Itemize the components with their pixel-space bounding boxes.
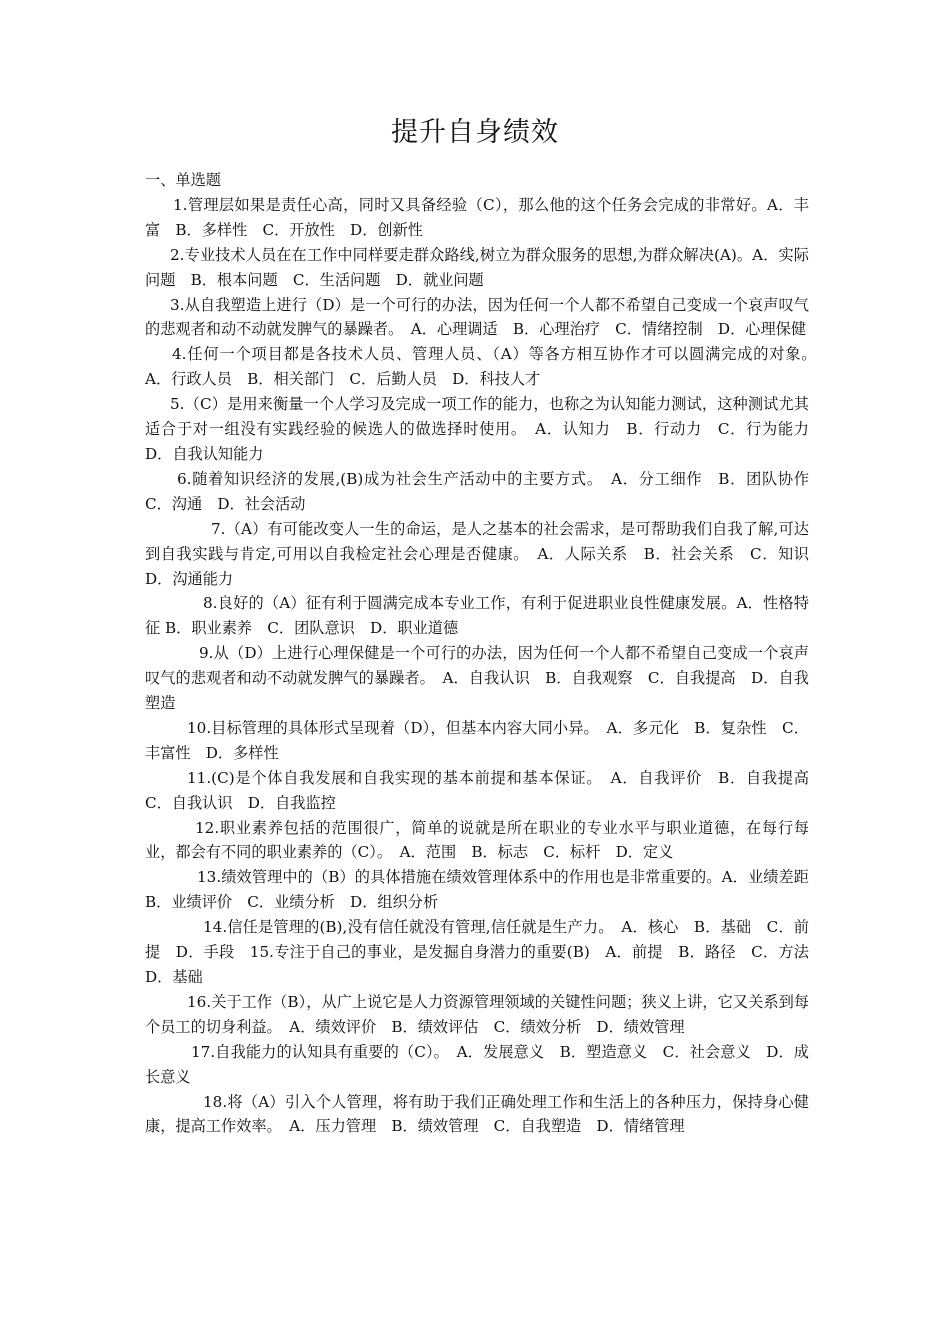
question-2: 2.专业技术人员在在工作中同样要走群众路线,树立为群众服务的思想,为群众解决(A)。A．实际问题 B．根本问题 C．生活问题 D．就业问题 [145, 245, 809, 289]
question-14-15: 14.信任是管理的(B),没有信任就没有管理,信任就是生产力。 A．核心 B．基础 C．前提 D．手段 15.专注于自己的事业，是发掘自身潜力的重要(B) A．前提 B．路径 C．方法 D．基础 [145, 918, 825, 986]
document-title: 提升自身绩效 [391, 117, 559, 148]
question-7: 7.（A）有可能改变人一生的命运，是人之基本的社会需求，是可帮助我们自我了解,可达到自我实践与肯定,可用以自我检定社会心理是否健康。 A．人际关系 B．社会关系 C．知识 D．沟通能力 [145, 519, 825, 588]
document-body [145, 168, 825, 1139]
question-4: 4.任何一个项目都是各技术人员、管理人员、（A）等各方相互协作才可以圆满完成的对象。 A．行政人员 B．相关部门 C．后勤人员 D．科技人才 [145, 345, 825, 389]
question-13: 13.绩效管理中的（B）的具体措施在绩效管理体系中的作用也是非常重要的。A．业绩差距 B．业绩评价 C．业绩分析 D．组织分析 [145, 868, 825, 912]
question-11: 11.(C)是个体自我发展和自我实现的基本前提和基本保证。 A．自我评价 B．自我提高 C．自我认识 D．自我监控 [145, 768, 825, 812]
question-5: 5.（C）是用来衡量一个人学习及完成一项工作的能力，也称之为认知能力测试，这种测试尤其适合于对一组没有实践经验的候选人的做选择时使用。 A．认知力 B．行动力 C．行为能力 D．自我认知能力 [145, 395, 825, 463]
question-3: 3.从自我塑造上进行（D）是一个可行的办法，因为任何一个人都不希望自己变成一个哀声叹气的悲观者和动不动就发脾气的暴躁者。 A．心理调适 B．心理治疗 C．情绪控制 D．心理保健 [145, 295, 809, 339]
section-heading: 一、单选题 [145, 171, 221, 189]
question-9: 9.从（D）上进行心理保健是一个可行的办法，因为任何一个人都不希望自己变成一个哀声叹气的悲观者和动不动就发脾气的暴躁者。 A．自我认识 B．自我观察 C．自我提高 D．自我塑造 [145, 644, 809, 713]
question-6: 6.随着知识经济的发展,(B)成为社会生产活动中的主要方式。 A．分工细作 B．团队协作 C．沟通 D．社会活动 [145, 469, 825, 513]
question-16: 16.关于工作（B），从广上说它是人力资源管理领域的关键性问题；狭义上讲，它又关系到每个员工的切身利益。 A．绩效评价 B．绩效评估 C．绩效分析 D．绩效管理 [145, 992, 809, 1036]
question-17: 17.自我能力的认知具有重要的（C）。 A．发展意义 B．塑造意义 C．社会意义 D．成长意义 [145, 1042, 809, 1086]
question-12: 12.职业素养包括的范围很广，简单的说就是所在职业的专业水平与职业道德，在每行每业，都会有不同的职业素养的（C）。 A．范围 B．标志 C．标杆 D．定义 [145, 818, 809, 862]
question-8: 8.良好的（A）征有利于圆满完成本专业工作，有利于促进职业良性健康发展。A．性格特征 B．职业素养 C．团队意识 D．职业道德 [145, 594, 809, 638]
question-18: 18.将（A）引入个人管理，将有助于我们正确处理工作和生活上的各种压力，保持身心健康，提高工作效率。 A．压力管理 B．绩效管理 C．自我塑造 D．情绪管理 [145, 1092, 809, 1136]
question-1: 1.管理层如果是责任心高，同时又具备经验（C），那么他的这个任务会完成的非常好。A．丰富 B．多样性 C．开放性 D．创新性 [145, 195, 809, 239]
question-10: 10.目标管理的具体形式呈现着（D），但基本内容大同小异。 A．多元化 B．复杂性 C．丰富性 D．多样性 [145, 718, 809, 762]
